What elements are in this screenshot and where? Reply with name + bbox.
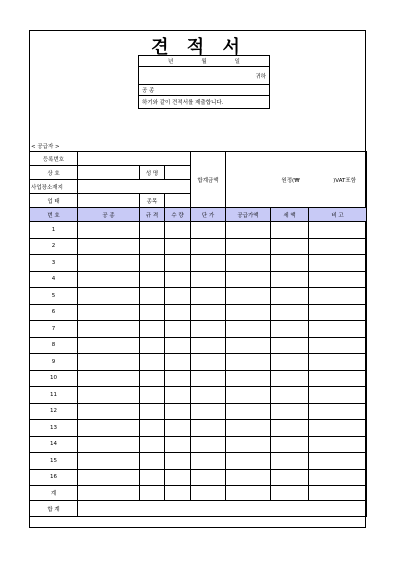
- table-cell: [165, 238, 191, 255]
- table-cell: [271, 354, 309, 371]
- row-number: 11: [30, 387, 78, 404]
- table-row: [30, 403, 367, 420]
- date-day: 일: [234, 59, 240, 65]
- table-cell: [191, 271, 226, 288]
- recipient-box: [138, 66, 270, 85]
- table-cell: [191, 453, 226, 470]
- table-cell: [78, 469, 140, 486]
- table-cell: [226, 370, 271, 387]
- table-cell: [191, 238, 226, 255]
- col-header-qty: 수 량: [165, 208, 191, 222]
- table-cell: [309, 420, 367, 437]
- row-number: 4: [30, 271, 78, 288]
- table-cell: [140, 453, 165, 470]
- table-cell: [271, 288, 309, 305]
- row-number: 12: [30, 403, 78, 420]
- table-cell: [78, 436, 140, 453]
- company-value: [78, 166, 140, 180]
- table-cell: [165, 321, 191, 338]
- table-cell: [191, 255, 226, 272]
- table-cell: [271, 453, 309, 470]
- item-value: [165, 194, 191, 208]
- company-label: 상 호: [30, 166, 78, 180]
- recipient-suffix: 귀하: [255, 73, 266, 80]
- table-row: [30, 255, 367, 272]
- table-cell: [309, 255, 367, 272]
- supplier-header: < 공급자 >: [31, 144, 60, 150]
- table-cell: [226, 255, 271, 272]
- table-cell: [271, 469, 309, 486]
- table-cell: [191, 420, 226, 437]
- table-cell: [165, 387, 191, 404]
- table-row: [30, 337, 367, 354]
- grand-total-value: [78, 501, 367, 517]
- table-row: [30, 420, 367, 437]
- subtotal-row: [30, 486, 367, 501]
- table-cell: [140, 403, 165, 420]
- table-cell: [78, 255, 140, 272]
- table-cell: [165, 304, 191, 321]
- supplier-table: [29, 151, 367, 208]
- items-header-row: [30, 208, 367, 222]
- table-cell: [140, 271, 165, 288]
- business-type-value: [78, 194, 140, 208]
- table-cell: [140, 420, 165, 437]
- table-row: [30, 387, 367, 404]
- table-cell: [309, 370, 367, 387]
- table-cell: [191, 436, 226, 453]
- table-cell: [165, 403, 191, 420]
- item-label: 종목: [140, 194, 165, 208]
- table-row: [30, 304, 367, 321]
- col-header-work: 공 종: [78, 208, 140, 222]
- table-row: [30, 271, 367, 288]
- row-number: 5: [30, 288, 78, 305]
- table-cell: [226, 337, 271, 354]
- table-cell: [226, 222, 271, 239]
- col-header-supply: 공급가액: [226, 208, 271, 222]
- table-cell: [140, 387, 165, 404]
- table-cell: [271, 370, 309, 387]
- table-cell: [78, 403, 140, 420]
- row-number: 16: [30, 469, 78, 486]
- row-number: 15: [30, 453, 78, 470]
- statement-text: 하기와 같이 견적서를 제출합니다.: [142, 100, 224, 106]
- table-cell: [191, 387, 226, 404]
- table-cell: [226, 420, 271, 437]
- table-cell: [165, 337, 191, 354]
- table-cell: [165, 222, 191, 239]
- address-value: [78, 180, 191, 194]
- table-cell: [226, 453, 271, 470]
- items-table: [29, 207, 367, 517]
- table-cell: [165, 354, 191, 371]
- table-cell: [271, 321, 309, 338]
- table-cell: [78, 222, 140, 239]
- table-cell: [226, 304, 271, 321]
- table-cell: [78, 288, 140, 305]
- table-cell: [165, 453, 191, 470]
- table-cell: [271, 403, 309, 420]
- table-cell: [191, 321, 226, 338]
- table-cell: [271, 436, 309, 453]
- vat-text: )VAT포함: [333, 177, 357, 184]
- table-cell: [140, 469, 165, 486]
- grand-total-row: [30, 501, 367, 517]
- row-number: 7: [30, 321, 78, 338]
- row-number: 14: [30, 436, 78, 453]
- table-cell: [140, 337, 165, 354]
- table-row: [30, 238, 367, 255]
- total-amount-label: 합계금액: [191, 152, 226, 208]
- table-cell: [140, 354, 165, 371]
- table-row: [30, 370, 367, 387]
- table-cell: [191, 304, 226, 321]
- table-cell: [191, 222, 226, 239]
- table-cell: [309, 469, 367, 486]
- table-cell: [271, 238, 309, 255]
- table-cell: [271, 304, 309, 321]
- table-cell: [226, 238, 271, 255]
- table-cell: [226, 387, 271, 404]
- table-cell: [165, 436, 191, 453]
- table-cell: [271, 255, 309, 272]
- table-cell: [271, 271, 309, 288]
- business-type-label: 업 태: [30, 194, 78, 208]
- grand-total-label: 합 계: [30, 501, 78, 517]
- table-cell: [78, 304, 140, 321]
- total-amount-value: [226, 152, 367, 208]
- table-cell: [78, 370, 140, 387]
- row-number: 1: [30, 222, 78, 239]
- table-cell: [78, 321, 140, 338]
- table-cell: [191, 469, 226, 486]
- row-number: 13: [30, 420, 78, 437]
- table-cell: [271, 337, 309, 354]
- table-cell: [140, 255, 165, 272]
- table-cell: [309, 453, 367, 470]
- table-cell: [226, 403, 271, 420]
- col-header-note: 비 고: [309, 208, 367, 222]
- col-header-tax: 세 액: [271, 208, 309, 222]
- table-cell: [165, 255, 191, 272]
- table-cell: [140, 321, 165, 338]
- reg-no-value: [78, 152, 191, 166]
- table-cell: [271, 387, 309, 404]
- table-cell: [226, 271, 271, 288]
- table-cell: [309, 321, 367, 338]
- table-cell: [191, 403, 226, 420]
- table-cell: [191, 354, 226, 371]
- address-label: 사업장소재지: [30, 180, 78, 194]
- table-cell: [309, 271, 367, 288]
- table-cell: [78, 337, 140, 354]
- table-cell: [309, 354, 367, 371]
- table-cell: [140, 222, 165, 239]
- row-number: 2: [30, 238, 78, 255]
- table-cell: [140, 304, 165, 321]
- table-cell: [309, 222, 367, 239]
- table-row: [30, 436, 367, 453]
- table-cell: [165, 288, 191, 305]
- table-cell: [165, 469, 191, 486]
- row-number: 6: [30, 304, 78, 321]
- table-row: [30, 222, 367, 239]
- table-row: [30, 321, 367, 338]
- table-cell: [165, 370, 191, 387]
- table-cell: [140, 288, 165, 305]
- table-cell: [226, 321, 271, 338]
- row-number: 3: [30, 255, 78, 272]
- amount-text: 원정(₩: [281, 177, 300, 184]
- table-cell: [309, 337, 367, 354]
- col-header-unit-price: 단 가: [191, 208, 226, 222]
- table-cell: [309, 288, 367, 305]
- table-cell: [165, 271, 191, 288]
- table-cell: [226, 469, 271, 486]
- table-cell: [78, 387, 140, 404]
- row-number: 10: [30, 370, 78, 387]
- date-year: 년: [168, 59, 174, 65]
- table-cell: [78, 453, 140, 470]
- table-cell: [309, 436, 367, 453]
- row-number: 9: [30, 354, 78, 371]
- table-cell: [191, 370, 226, 387]
- project-label: 공 종: [142, 88, 155, 94]
- table-cell: [226, 436, 271, 453]
- subtotal-label: 계: [30, 486, 78, 501]
- table-row: [30, 354, 367, 371]
- name-label: 성 명: [140, 166, 165, 180]
- table-cell: [309, 238, 367, 255]
- table-cell: [140, 436, 165, 453]
- table-cell: [191, 337, 226, 354]
- table-cell: [226, 354, 271, 371]
- table-row: [30, 469, 367, 486]
- reg-no-label: 등록번호: [30, 152, 78, 166]
- table-cell: [271, 222, 309, 239]
- col-header-spec: 규 격: [140, 208, 165, 222]
- table-cell: [78, 271, 140, 288]
- date-month: 월: [201, 59, 207, 65]
- table-cell: [140, 238, 165, 255]
- table-cell: [309, 387, 367, 404]
- table-cell: [271, 420, 309, 437]
- table-row: [30, 288, 367, 305]
- estimate-sheet: [29, 30, 366, 528]
- table-cell: [309, 403, 367, 420]
- table-cell: [78, 420, 140, 437]
- table-cell: [78, 354, 140, 371]
- document-title: 견 적 서: [151, 37, 246, 58]
- row-number: 8: [30, 337, 78, 354]
- table-cell: [309, 304, 367, 321]
- table-cell: [226, 288, 271, 305]
- name-value: [165, 166, 191, 180]
- table-row: [30, 453, 367, 470]
- table-cell: [140, 370, 165, 387]
- table-cell: [165, 420, 191, 437]
- col-header-no: 번 호: [30, 208, 78, 222]
- table-cell: [78, 238, 140, 255]
- statement-box: [138, 95, 270, 109]
- table-cell: [191, 288, 226, 305]
